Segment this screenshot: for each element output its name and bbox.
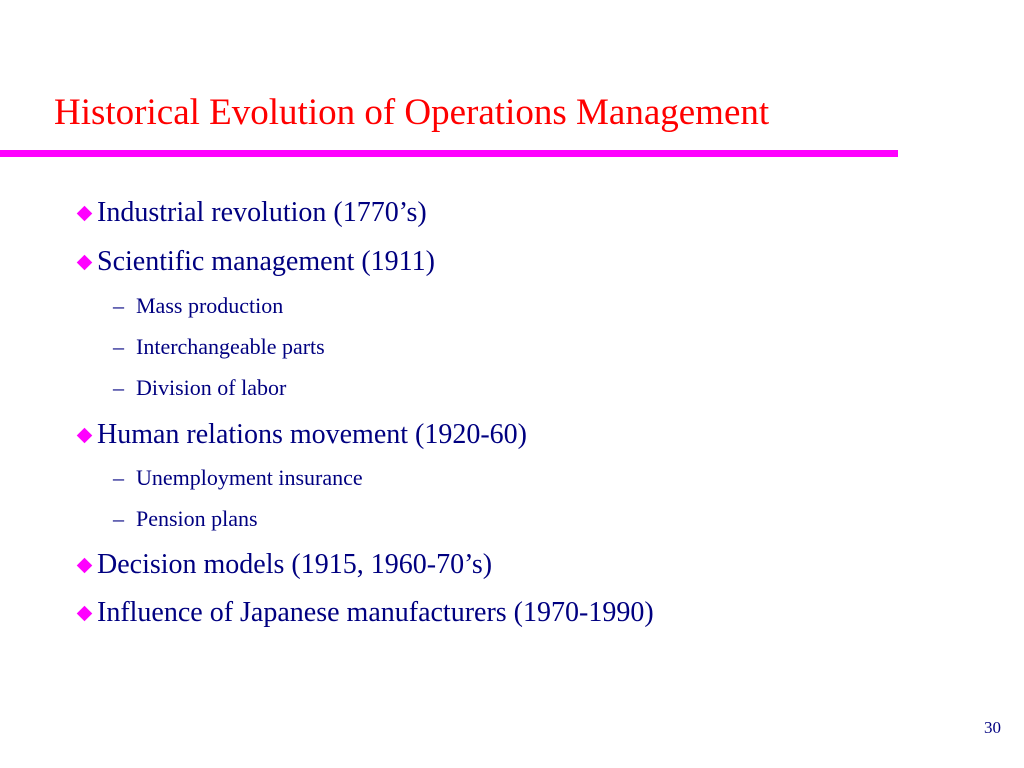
diamond-bullet-icon: [77, 254, 93, 270]
subbullet-text: Division of labor: [136, 375, 287, 400]
diamond-bullet-icon: [77, 427, 93, 443]
slide-page-number: 30: [984, 718, 1001, 737]
subbullet-text: Mass production: [136, 293, 284, 318]
bullet-text: Scientific management (1911): [97, 246, 435, 277]
dash-bullet-marker: –: [113, 465, 124, 490]
subbullet-text: Unemployment insurance: [136, 465, 363, 490]
bullet-item-japanese-manufacturers: [76, 595, 654, 631]
diamond-bullet-icon: [77, 605, 93, 621]
subbullet-item-division-of-labor: [112, 374, 286, 402]
bullet-item-industrial-revolution: [76, 195, 427, 231]
bullet-text: Influence of Japanese manufacturers (1970-1990): [97, 597, 654, 628]
bullet-text: Human relations movement (1920-60): [97, 419, 528, 450]
diamond-bullet-icon: [77, 205, 93, 221]
bullet-item-scientific-management: [76, 244, 435, 280]
subbullet-item-pension-plans: [112, 505, 258, 533]
subbullet-item-mass-production: [112, 292, 283, 320]
subbullet-text: Pension plans: [136, 506, 258, 531]
dash-bullet-marker: –: [113, 334, 124, 359]
dash-bullet-marker: –: [113, 293, 124, 318]
slide-title: Historical Evolution of Operations Management: [54, 92, 770, 133]
bullet-item-human-relations: [76, 417, 527, 453]
bullet-text: Decision models (1915, 1960-70’s): [97, 549, 493, 580]
subbullet-item-unemployment-insurance: [112, 464, 363, 492]
dash-bullet-marker: –: [113, 375, 124, 400]
diamond-bullet-icon: [77, 557, 93, 573]
bullet-text: Industrial revolution (1770’s): [97, 197, 427, 228]
subbullet-item-interchangeable-parts: [112, 333, 325, 361]
subbullet-text: Interchangeable parts: [136, 334, 325, 359]
bullet-item-decision-models: [76, 547, 492, 583]
dash-bullet-marker: –: [113, 506, 124, 531]
